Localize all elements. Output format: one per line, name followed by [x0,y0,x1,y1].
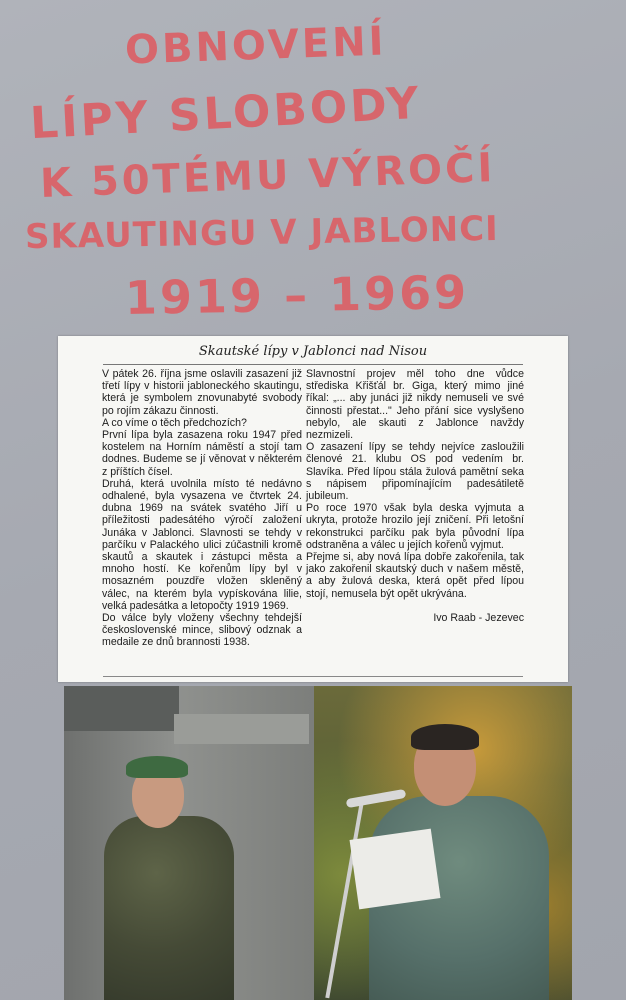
article-paragraph: V pátek 26. října jsme oslavili zasazení již třetí lípy v historii jabloneckého skautingu, která je symbolem znovunabyté svobody po rojím zákazu činnosti. [102,368,302,417]
soldier-figure [104,816,234,1000]
bottom-divider [103,676,523,677]
heading-years: 1919 – 1969 [124,265,470,325]
article-paragraph: A co víme o těch předchozích? [102,416,247,429]
article-paragraph: O zasazení lípy se tehdy nejvíce zasloužili členové 21. klubu OS pod vedením br. Slavíka. Před lípou stála žulová pamětní seka s nápisem připomínajícím padesátiletě jubileum. [306,441,524,503]
newspaper-clipping [58,336,568,682]
article-paragraph: Slavnostní projev měl toho dne vůdce střediska Křišťál br. Giga, který mimo jiné říkal: „... aby junáci již nikdy nemuseli ve své činnosti přestat..." Jeho přání sice vyslyšeno nebylo, ale skauti z Jablonce navždy nezmizeli. [306,368,524,442]
heading-line: K 50TÉMU VÝROČÍ [39,145,497,207]
article-paragraph: Druhá, která uvolnila místo té nedávno odhalené, byla vysazena ve čtvrtek 24. dubna 1969 na svátek svatého Jiří u příležitosti padesátého výročí založení Junáka v Jablonci. Slavnosti se tehdy v parčíku v Palackého ulici zúčastnili kromě skautů a skautek i zástupci města a mnoho hostí. Ke kořenům lípy byl v mosazném pouzdře vložen skleněný válec, na kterém byla vypískována lilie, velká padesátka a letopočty 1919 1969. [102,477,302,612]
heading-line: OBNOVENÍ [124,18,388,74]
article-title: Skautské lípy v Jablonci nad Nisou [198,344,428,359]
heading-line: SKAUTINGU V JABLONCI [24,208,500,258]
article-column-left [102,368,302,649]
monument-cap [174,714,309,744]
article-paragraph: Do válce byly vloženy všechny tehdejší československé mince, slibový odznak a medaile ze dnů brannosti 1938. [102,612,302,649]
speaker-hair [411,724,479,750]
article-column-right [306,368,524,624]
speech-paper [350,829,441,910]
article-paragraph: Přejme si, aby nová lípa dobře zakořenila, tak jako zakořenil skautský duch v našem městě, a aby žulová deska, která opět před lípou stojí, nemusela být opět ukrývána. [306,551,524,600]
monument-shadow [64,686,179,731]
article-paragraph: První lípa byla zasazena roku 1947 před kostelem na Horním náměstí a stojí tam dodnes. Budeme se jí věnovat v některém z příštích čísel. [102,429,302,478]
green-beret [126,756,188,778]
ceremony-photo [64,686,572,1000]
title-divider [103,364,523,365]
article-paragraph: Po roce 1970 však byla deska vyjmuta a ukryta, protože hrozilo její zničení. Při letošní rekonstrukci parčíku pak byla původní lípa odstraněna a válec u jejích kořenů vyjmut. [306,502,524,551]
article-author: Ivo Raab - Jezevec [433,611,524,624]
heading-line: LÍPY SLOBODY [28,77,423,150]
